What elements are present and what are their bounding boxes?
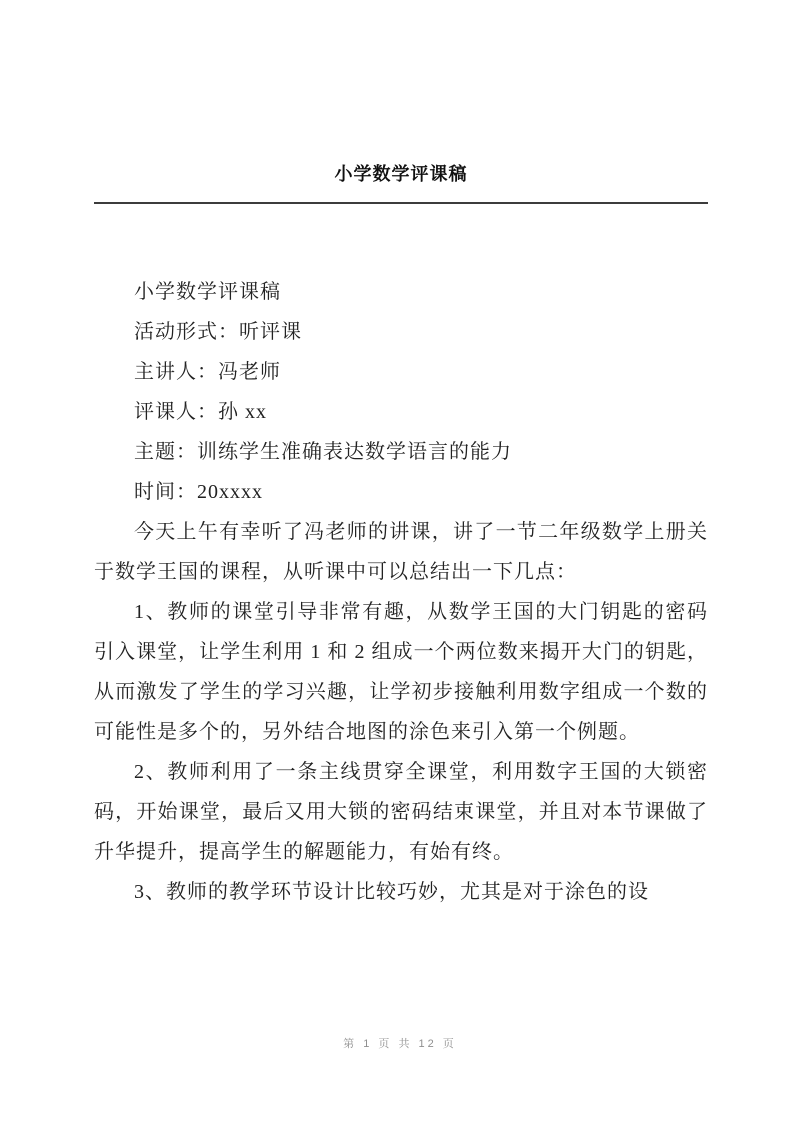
document-title: 小学数学评课稿 (334, 164, 468, 184)
paragraph-lecturer: 主讲人：冯老师 (134, 361, 281, 383)
paragraph-point-2: 2、教师利用了一条主线贯穿全课堂，利用数字王国的大锁密码，开始课堂，最后又用大锁的密码结束课堂，并且对本节课做了升华提升，提高学生的解题能力，有始有终。 (94, 761, 708, 863)
paragraph-point-1: 1、教师的课堂引导非常有趣，从数学王国的大门钥匙的密码引入课堂，让学生利用 1 和 2 组成一个两位数来揭开大门的钥匙，从而激发了学生的学习兴趣，让学初步接触利用数字组成一个数的可能性是多个的，另外结合地图的涂色来引入第一个例题。 (94, 601, 708, 743)
document-body (94, 272, 708, 912)
paragraph-intro: 今天上午有幸听了冯老师的讲课，讲了一节二年级数学上册关于数学王国的课程，从听课中可以总结出一下几点： (94, 521, 708, 583)
paragraph-point-3: 3、教师的教学环节设计比较巧妙，尤其是对于涂色的设 (134, 881, 649, 903)
paragraph-doc-heading: 小学数学评课稿 (134, 281, 281, 303)
paragraph-topic: 主题：训练学生准确表达数学语言的能力 (134, 441, 512, 463)
paragraph-activity-type: 活动形式：听评课 (134, 321, 302, 343)
title-divider (94, 202, 708, 204)
paragraph-time: 时间：20xxxx (134, 481, 263, 503)
paragraph-reviewer: 评课人：孙 xx (134, 401, 267, 423)
page-number-footer: 第 1 页 共 12 页 (343, 1038, 457, 1050)
